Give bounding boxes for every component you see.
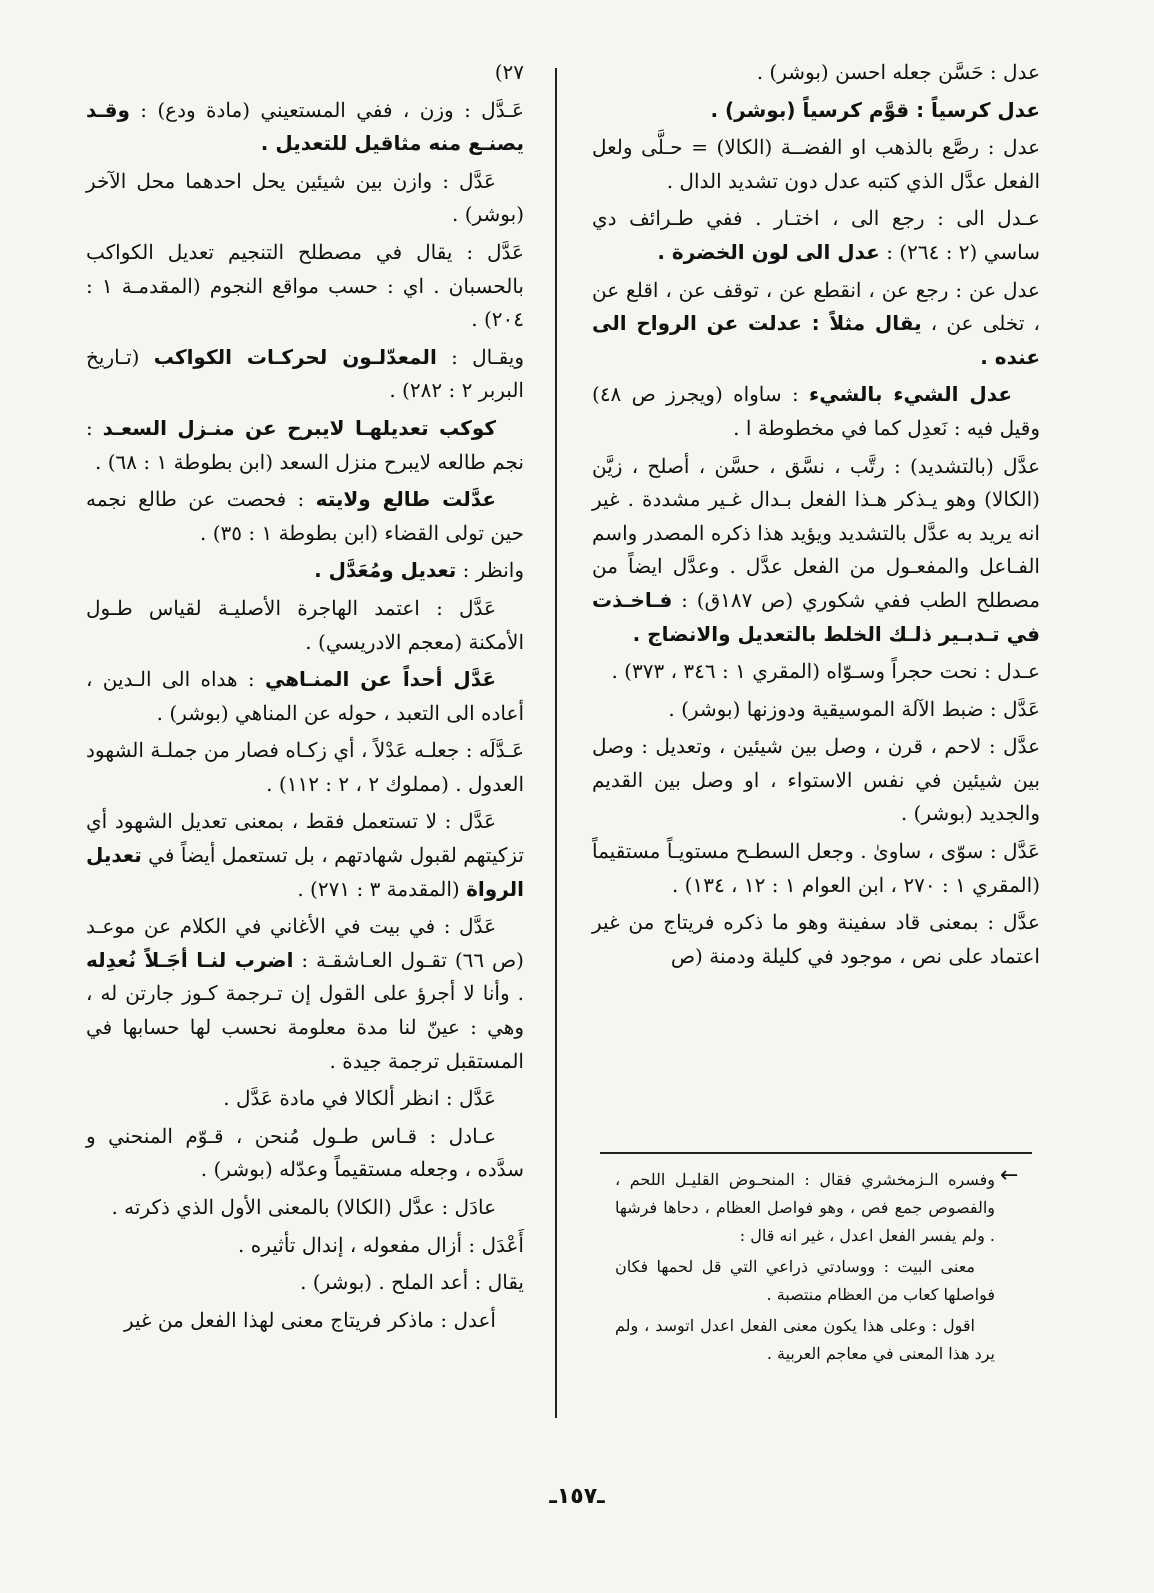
headword: عدل كرسياً : قوَّم كرسياً (بوشر) . xyxy=(710,97,1040,122)
footnote xyxy=(615,1166,995,1371)
paragraph xyxy=(615,1253,995,1309)
paragraph xyxy=(615,1312,995,1368)
text-run: عادَل : عدَّل (الكالا) بالمعنى الأول الذي ذكرته . xyxy=(111,1195,496,1219)
text-run: . وأنا لا أجرؤ على القول إن تـرجمة كـوز جارتن له ، وهي : عينّ لنا مدة معلومة نحسب لها حسابها في المستقبل ترجمة جيدة . xyxy=(86,981,524,1073)
headword: عدل الشيء بالشيء xyxy=(809,382,1012,407)
paragraph xyxy=(86,1266,524,1300)
paragraph xyxy=(86,165,524,232)
paragraph xyxy=(86,1082,524,1116)
text-run: عَـدَّل : وزن ، ففي المستعيني (مادة ودع) : xyxy=(129,97,524,122)
paragraph xyxy=(86,341,524,408)
footnote-arrow-icon: ← xyxy=(1000,1163,1019,1188)
text-run: عدَّل : لاحم ، قرن ، وصل بين شيئين ، وتعديل : وصل بين شيئين في نفس الاستواء ، او وصل بين القديم والجديد (بوشر) . xyxy=(592,734,1040,826)
text-run: وفسره الـزمخشري فقال : المنحـوض القليـل اللحم ، والفصوص جمع فص ، وهو فواصل العظام ، دحاها فرشها . ولم يفسر الفعل اعدل ، غير انه قال : xyxy=(615,1170,995,1245)
text-run: عَدَّل : وازن بين شيئين يحل احدهما محل الآخر (بوشر) . xyxy=(86,168,524,227)
text-run: : فحصت عن طالع نجمه حين تولى القضاء (ابن بطوطة ١ : ٣٥) . xyxy=(86,487,524,545)
text-run: عدل عن : رجع عن ، انقطع عن ، توقف عن ، اقلع عن ، تخلى عن ، xyxy=(592,277,1040,336)
text-run: يقال : أعد الملح . (بوشر) . xyxy=(300,1270,524,1295)
paragraph xyxy=(86,236,524,337)
text-run: عـدل الى : رجع الى ، اختـار . ففي طـرائف دي ساسي (٢ : ٢٦٤) : xyxy=(592,206,1040,264)
text-run: عدَّل : بمعنى قاد سفينة وهو ما ذكره فريتاج من غير اعتماد على نص ، موجود في كليلة ودمنة (ص xyxy=(592,910,1040,968)
text-run: عَدَّل : يقال في مصطلح التنجيم تعديل الكواكب بالحسبان . اي : حسب مواقع النجوم (المقدمـة ١ : ٢٠٤) . xyxy=(86,239,524,332)
text-run: : ساواه (ويجرز ص ٤٨) وقيل فيه : نَعدِل كما في مخطوطة ا . xyxy=(592,382,1040,440)
text-run: عـدل : نحت حجراً وسـوّاه (المقري ١ : ٣٤٦ ، ٣٧٣) . xyxy=(611,659,1040,684)
right-column xyxy=(592,56,1040,977)
headword: عَدَّل أحداً عن المنـاهي xyxy=(264,667,496,692)
paragraph xyxy=(592,835,1040,902)
headword: وقـد يصنـع منه مثاقيل للتعديل . xyxy=(86,97,524,156)
paragraph xyxy=(86,805,524,906)
text-run: : هداه الى الـدين ، أعاده الى التعبد ، حوله عن المناهي (بوشر) . xyxy=(86,667,524,725)
text-run: معنى البيت : ووسادتي ذراعي التي قل لحمها فكان فواصلها كعاب من العظام منتصبة . xyxy=(615,1257,995,1304)
paragraph xyxy=(592,693,1040,727)
paragraph xyxy=(592,378,1040,445)
text-run: عَدَّل : في بيت في الأغاني في الكلام عن موعـد (ص ٦٦) تقـول العـاشقـة : xyxy=(86,914,524,972)
text-run: أعدل : ماذكر فريتاج معنى لهذا الفعل من غير xyxy=(123,1307,496,1332)
text-run: عَدَّل : انظر ألكالا في مادة عَدَّل . xyxy=(223,1086,496,1111)
text-run: عَدَّل : ضبط الآلة الموسيقية ودوزنها (بوشر) . xyxy=(668,696,1040,721)
text-run: عـادل : قـاس طـول مُنحن ، قـوّم المنحني و سدَّده ، وجعله مستقيماً وعدّله (بوشر) . xyxy=(86,1123,524,1182)
text-run: وانظر : xyxy=(456,558,524,583)
headword: كوكب تعديلهـا لايبرح عن منـزل السعـد xyxy=(102,415,496,440)
paragraph xyxy=(86,1304,524,1338)
paragraph xyxy=(592,202,1040,269)
paragraph xyxy=(86,1229,524,1263)
page-number: ـ١٥٧ـ xyxy=(549,1484,605,1509)
paragraph xyxy=(592,450,1040,652)
paragraph xyxy=(86,94,524,161)
headword: اضرب لنـا أجَـلاً نُعدِله xyxy=(86,947,294,972)
paragraph xyxy=(86,663,524,730)
paragraph xyxy=(615,1166,995,1250)
text-run: عدل : رصَّع بالذهب او الفضــة (الكالا) = حـلَّى ولعل الفعل عدَّل الذي كتبه عدل دون تشديد الدال . xyxy=(592,135,1040,193)
paragraph xyxy=(86,734,524,801)
paragraph xyxy=(86,910,524,1078)
column-divider xyxy=(555,68,557,1418)
text-run: (المقدمة ٣ : ٢٧١) . xyxy=(297,876,467,901)
text-run: ٢٧) xyxy=(494,60,524,84)
headword: يقال مثلاً : عدلت عن الرواح الى عنده . xyxy=(592,311,1040,369)
headword: فـاخـذت في تـدبـير ذلـك الخلط بالتعديل والانضاج . xyxy=(592,587,1040,646)
paragraph xyxy=(86,1120,524,1187)
footnote-rule xyxy=(600,1152,1032,1154)
paragraph xyxy=(592,655,1040,689)
text-run: اقول : وعلى هذا يكون معنى الفعل اعدل اتوسد ، ولم يرد هذا المعنى في معاجم العربية . xyxy=(615,1316,995,1363)
headword: عدل الى لون الخضرة . xyxy=(657,239,880,264)
paragraph xyxy=(592,274,1040,375)
paragraph xyxy=(86,554,524,588)
paragraph xyxy=(86,1191,524,1225)
paragraph xyxy=(86,483,524,550)
text-run: (تـاريخ البربر ٢ : ٢٨٢) . xyxy=(86,344,524,403)
paragraph xyxy=(592,906,1040,973)
text-run: : نجم طالعه لايبرح منزل السعد (ابن بطوطة ١ : ٦٨) . xyxy=(86,415,524,474)
text-run: عَـدَّلَه : جعلـه عَدْلاً ، أي زكـاه فصار من جملـة الشهود العدول . (مملوك ٢ ، ٢ : ١١٢) . xyxy=(86,738,524,796)
paragraph xyxy=(86,56,524,90)
text-run: عَدَّل : اعتمد الهاجرة الأصليـة لقياس طـول الأمكنة (معجم الادريسي) . xyxy=(86,595,524,654)
paragraph xyxy=(86,412,524,479)
headword: تعديل ومُعَدَّل . xyxy=(314,558,457,583)
headword: عدَّلت طالع ولايته xyxy=(315,487,496,512)
text-run: أَعْدَل : أزال مفعوله ، إندال تأثيره . xyxy=(238,1232,524,1257)
text-run: عدَّل (بالتشديد) : رتَّب ، نسَّق ، حسَّن ، أصلح ، زيَّن (الكالا) وهو يـذكر هـذا الفعل بـدال غـير مشددة . غير انه يريد به عدَّل بالتشديد ويؤيد هذا ذكره المصدر واسم الفـاعل والمفعـول من الفعل عدَّل . وعدَّل ايضاً من مصطلح الطب ففي شكوري (ص ١٨٧ق) : xyxy=(592,453,1040,612)
headword: تعديل الرواة xyxy=(86,843,524,901)
paragraph xyxy=(592,730,1040,831)
text-run: عَدَّل : لا تستعمل فقط ، بمعنى تعديل الشهود أي تزكيتهم لقبول شهادتهم ، بل تستعمل أيضاً في xyxy=(86,809,524,868)
paragraph xyxy=(592,131,1040,198)
paragraph xyxy=(592,56,1040,90)
text-run: عَدَّل : سوّى ، ساوىٰ . وجعل السطـح مستويـاً مستقيماً (المقري ١ : ٢٧٠ ، ابن العوام ١ : ١٢ ، ١٣٤) . xyxy=(592,839,1040,897)
text-run: عدل : حَسَّن جعله احسن (بوشر) . xyxy=(756,60,1040,84)
text-run: ويقـال : xyxy=(436,344,524,369)
paragraph xyxy=(592,94,1040,128)
left-column xyxy=(86,56,524,1341)
headword: المعدّلـون لحركـات الكواكب xyxy=(153,344,437,369)
paragraph xyxy=(86,592,524,659)
